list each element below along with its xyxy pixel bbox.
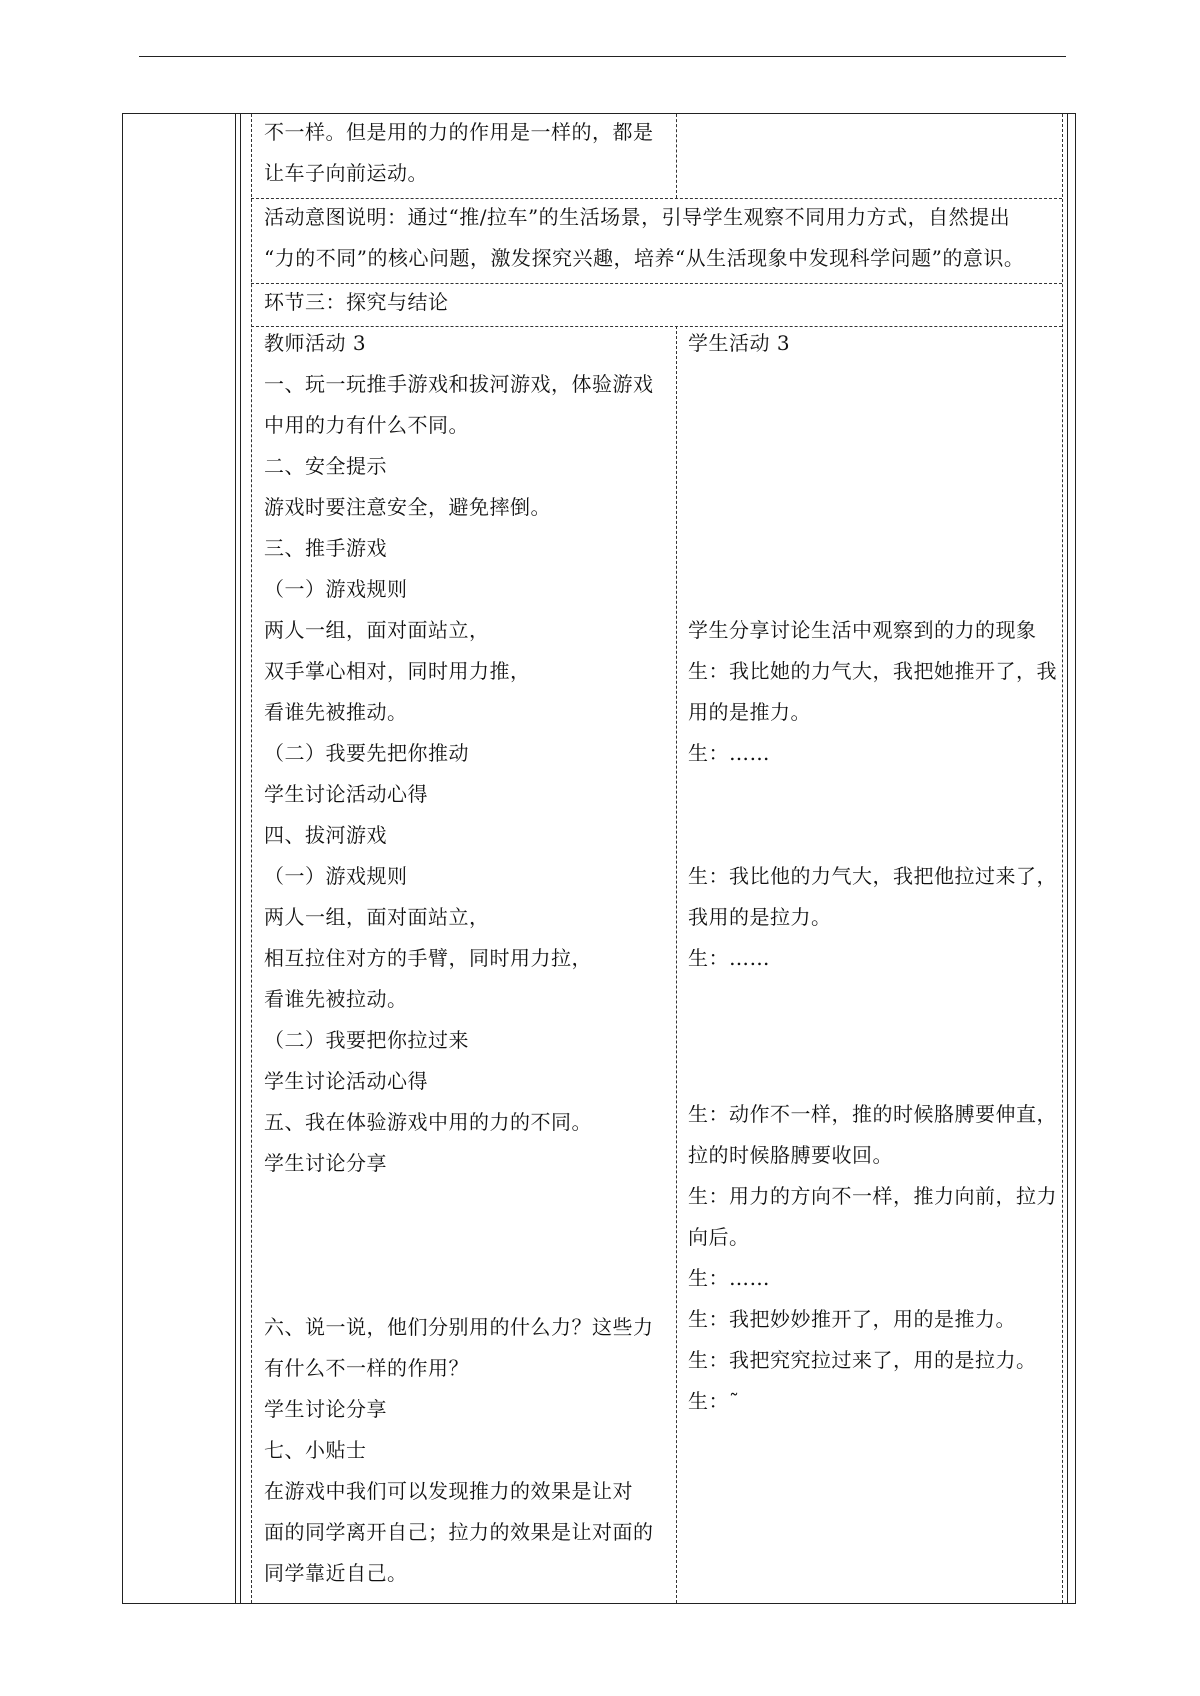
section-title: 环节三：探究与结论 — [264, 290, 449, 314]
student-line: 生：用力的方向不一样，推力向前，拉力 — [688, 1184, 1057, 1208]
row-border — [251, 326, 1062, 327]
teacher-line: 三、推手游戏 — [264, 536, 387, 560]
cell-border — [251, 114, 252, 1603]
student-line: 生：我把究究拉过来了，用的是拉力。 — [688, 1348, 1037, 1372]
table-column-separator — [240, 114, 241, 1603]
cell-border — [676, 114, 677, 198]
student-line: 生：…… — [688, 741, 770, 765]
teacher-line: 学生讨论活动心得 — [264, 782, 428, 806]
row-top-line: 不一样。但是用的力的作用是一样的，都是 — [264, 120, 654, 144]
intent-line: “力的不同”的核心问题，激发探究兴趣，培养“从生活现象中发现科学问题”的意识。 — [264, 246, 1025, 270]
cell-border — [676, 326, 677, 1603]
teacher-line: （二）我要先把你推动 — [264, 741, 469, 765]
row-top-line: 让车子向前运动。 — [264, 161, 428, 185]
student-line: 学生分享讨论生活中观察到的力的现象 — [688, 618, 1037, 642]
teacher-line: 四、拔河游戏 — [264, 823, 387, 847]
student-line: 用的是推力。 — [688, 700, 811, 724]
student-line: 我用的是拉力。 — [688, 905, 832, 929]
table-column-separator — [235, 114, 236, 1603]
intent-line: 活动意图说明：通过“推/拉车”的生活场景，引导学生观察不同用力方式，自然提出 — [264, 205, 1011, 229]
teacher-line: 相互拉住对方的手臂，同时用力拉， — [264, 946, 592, 970]
teacher-line: 五、我在体验游戏中用的力的不同。 — [264, 1110, 592, 1134]
student-line: 生：…… — [688, 946, 770, 970]
student-line: 生：我比她的力气大，我把她推开了，我 — [688, 659, 1057, 683]
teacher-line: 看谁先被推动。 — [264, 700, 408, 724]
teacher-line: 同学靠近自己。 — [264, 1561, 408, 1585]
teacher-line: （一）游戏规则 — [264, 577, 408, 601]
teacher-line: 一、玩一玩推手游戏和拔河游戏，体验游戏 — [264, 372, 654, 396]
teacher-line: 在游戏中我们可以发现推力的效果是让对 — [264, 1479, 633, 1503]
student-line: 拉的时候胳膊要收回。 — [688, 1143, 893, 1167]
student-line: 向后。 — [688, 1225, 750, 1249]
teacher-line: 中用的力有什么不同。 — [264, 413, 469, 437]
teacher-line: 教师活动 3 — [264, 331, 367, 355]
teacher-line: 学生讨论分享 — [264, 1397, 387, 1421]
student-line: 生：动作不一样，推的时候胳膊要伸直， — [688, 1102, 1057, 1126]
student-line: 生：˜ — [688, 1389, 740, 1413]
teacher-line: 两人一组，面对面站立， — [264, 618, 490, 642]
teacher-line: 有什么不一样的作用？ — [264, 1356, 469, 1380]
page-header-rule — [139, 56, 1066, 57]
teacher-line: 七、小贴士 — [264, 1438, 367, 1462]
student-line: 生：我把妙妙推开了，用的是推力。 — [688, 1307, 1016, 1331]
student-line: 生：我比他的力气大，我把他拉过来了， — [688, 864, 1057, 888]
teacher-line: 学生讨论分享 — [264, 1151, 387, 1175]
teacher-line: 学生讨论活动心得 — [264, 1069, 428, 1093]
cell-border — [1062, 114, 1063, 1603]
teacher-line: 面的同学离开自己；拉力的效果是让对面的 — [264, 1520, 654, 1544]
teacher-line: 二、安全提示 — [264, 454, 387, 478]
teacher-line: 双手掌心相对，同时用力推， — [264, 659, 531, 683]
teacher-line: 六、说一说，他们分别用的什么力？这些力 — [264, 1315, 654, 1339]
student-line: 学生活动 3 — [688, 331, 791, 355]
teacher-line: （一）游戏规则 — [264, 864, 408, 888]
teacher-line: 两人一组，面对面站立， — [264, 905, 490, 929]
table-column-separator — [1067, 114, 1068, 1603]
student-line: 生：…… — [688, 1266, 770, 1290]
teacher-line: （二）我要把你拉过来 — [264, 1028, 469, 1052]
teacher-line: 看谁先被拉动。 — [264, 987, 408, 1011]
teacher-line: 游戏时要注意安全，避免摔倒。 — [264, 495, 551, 519]
